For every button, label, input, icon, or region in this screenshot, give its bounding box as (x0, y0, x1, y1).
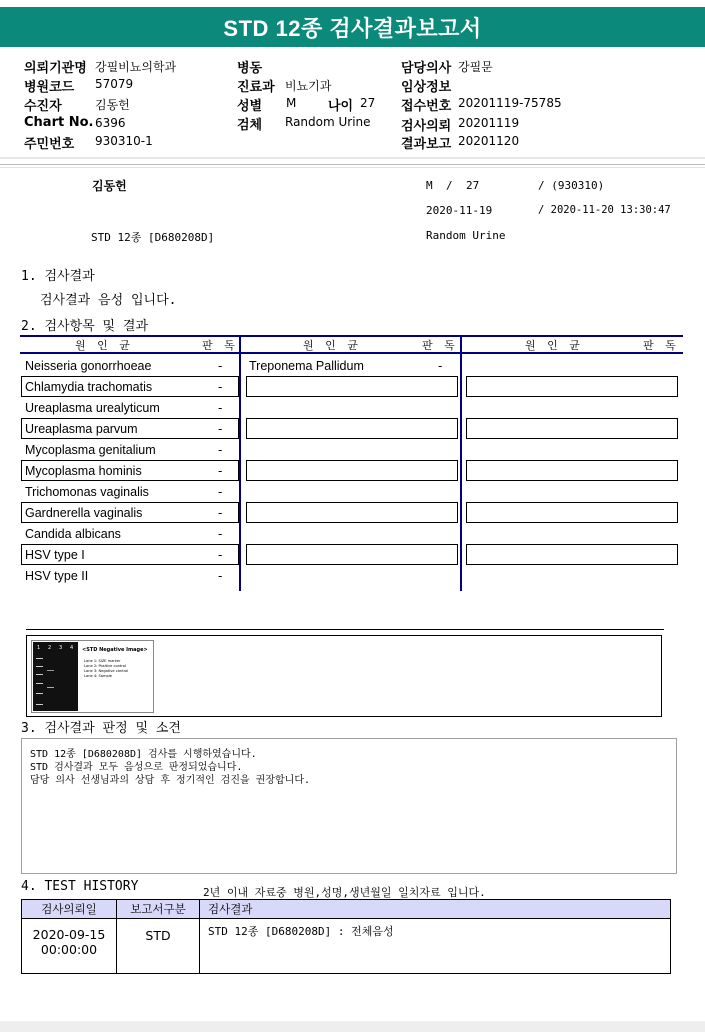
empty-cell (466, 460, 678, 481)
header-value: 6396 (95, 116, 126, 130)
history-type: STD (117, 919, 200, 974)
gel-image-title: <STD Negative Image> (82, 647, 148, 653)
history-col-result: 검사결과 (200, 900, 671, 919)
empty-cell (466, 544, 678, 565)
header-value: 20201119-75785 (458, 96, 562, 110)
header-value: 비뇨기과 (285, 79, 332, 93)
lane-label: 3 (59, 645, 63, 651)
header-label: 병원코드 (24, 80, 75, 95)
header-value: Random Urine (285, 115, 371, 129)
organism-name: Mycoplasma genitalium (25, 443, 156, 457)
gel-legend-item: Lane 3: Negative control (84, 669, 129, 673)
header-label: 결과보고 (401, 137, 452, 152)
organism-result: - (218, 527, 223, 541)
column-header-result: 판 독 (422, 339, 459, 352)
empty-cell (466, 502, 678, 523)
header-value: M (286, 96, 297, 110)
empty-cell (246, 502, 458, 523)
organism-result: - (218, 359, 223, 373)
table-column-rule (239, 335, 241, 591)
organism-result: - (218, 506, 223, 520)
history-header-row (22, 900, 671, 919)
organism-name: Ureaplasma urealyticum (25, 401, 160, 415)
header-value: 27 (360, 96, 376, 110)
organism-result: - (218, 380, 223, 394)
patient-name: 김동헌 (92, 179, 127, 193)
header-value: 김동헌 (95, 98, 130, 112)
section3-title: 3. 검사결과 판정 및 소견 (21, 721, 181, 736)
header-label: 검체 (237, 118, 263, 133)
gel-band (47, 670, 54, 671)
gel-band (47, 687, 54, 688)
organism-result: - (218, 569, 223, 583)
header-value: 57079 (95, 77, 134, 91)
header-value: 20201120 (458, 134, 520, 148)
column-header-result: 판 독 (643, 339, 680, 352)
gel-image (31, 640, 154, 713)
history-time: 00:00:00 (40, 942, 98, 957)
opinion-line: 담당 의사 선생님과의 상담 후 정기적인 검진을 권장합니다. (30, 775, 311, 786)
empty-cell (466, 376, 678, 397)
empty-cell (246, 544, 458, 565)
lane-label: 4 (70, 645, 74, 651)
patient-sex: M (426, 179, 433, 192)
gel-legend-item: Lane 1: SIZE marker (84, 659, 121, 663)
gel-legend-item: Lane 4: Sample (84, 674, 112, 678)
organism-name: Treponema Pallidum (249, 359, 364, 373)
organism-name: Gardnerella vaginalis (25, 506, 143, 520)
organism-name: Trichomonas vaginalis (25, 485, 149, 499)
history-note: 2년 이내 자료중 병원,성명,생년월일 일치자료 입니다. (203, 886, 486, 899)
header-divider (0, 167, 705, 168)
report-title: STD 12종 검사결과보고서 (0, 7, 705, 47)
header-value: 강필비뇨의학과 (95, 60, 177, 74)
organism-name: HSV type I (25, 548, 85, 562)
organism-result: - (218, 485, 223, 499)
patient-birth: / (930310) (538, 179, 605, 192)
organism-name: Mycoplasma hominis (25, 464, 142, 478)
history-col-type: 보고서구분 (117, 900, 200, 919)
organism-result: - (218, 464, 223, 478)
organism-name: Chlamydia trachomatis (25, 380, 153, 394)
patient-slash: / (446, 179, 453, 192)
history-col-date: 검사의뢰일 (22, 900, 117, 919)
header-label: 주민번호 (24, 137, 75, 152)
empty-cell (246, 460, 458, 481)
organism-result: - (438, 359, 443, 373)
gel-band (36, 704, 43, 705)
header-label: 나이 (328, 99, 354, 114)
header-label: 병동 (237, 61, 263, 76)
header-label: 진료과 (237, 80, 275, 95)
organism-name: Neisseria gonorrhoeae (25, 359, 152, 373)
opinion-line: STD 검사결과 모두 음성으로 판정되었습니다. (30, 762, 243, 773)
section4-title: 4. TEST HISTORY (21, 879, 139, 894)
lane-label: 2 (48, 645, 52, 651)
gel-band (36, 666, 43, 667)
column-header-organism: 원 인 균 (303, 339, 362, 352)
gel-lanes (33, 642, 78, 711)
empty-cell (466, 418, 678, 439)
header-label: 검사의뢰 (401, 119, 452, 134)
organism-result: - (218, 548, 223, 562)
history-date-cell (22, 919, 117, 974)
header-label: 성별 (237, 99, 263, 114)
organism-name: Ureaplasma parvum (25, 422, 138, 436)
lane-label: 1 (37, 645, 41, 651)
organism-result: - (218, 422, 223, 436)
header-label: 수진자 (24, 99, 62, 114)
header-divider-shadow (0, 157, 705, 159)
history-result: STD 12종 [D680208D] : 전체음성 (200, 919, 671, 974)
gel-legend-item: Lane 2: Positive control (84, 664, 126, 668)
report-datetime: / 2020-11-20 13:30:47 (538, 204, 671, 216)
section1-title: 1. 검사결과 (21, 269, 95, 284)
header-value: 930310-1 (95, 134, 153, 148)
organism-name: Candida albicans (25, 527, 121, 541)
column-header-organism: 원 인 균 (525, 339, 584, 352)
gel-band (36, 674, 43, 675)
header-label: 임상정보 (401, 80, 452, 95)
header-divider (0, 164, 705, 165)
organism-result: - (218, 443, 223, 457)
empty-cell (246, 418, 458, 439)
result-summary: 검사결과 음성 입니다. (40, 293, 177, 308)
history-date: 2020-09-15 (32, 927, 106, 942)
header-label: 접수번호 (401, 99, 452, 114)
header-value: 강필문 (458, 60, 493, 74)
header-label: Chart No. (24, 115, 94, 130)
column-header-organism: 원 인 균 (75, 339, 134, 352)
header-label: 담당의사 (401, 61, 452, 76)
request-date: 2020-11-19 (426, 204, 493, 217)
table-column-rule (460, 335, 462, 591)
header-label: 의뢰기관명 (24, 61, 87, 76)
page-footer-band (0, 1021, 705, 1032)
opinion-line: STD 12종 [D680208D] 검사를 시행하였습니다. (30, 749, 257, 760)
history-table (21, 899, 671, 974)
gel-band (36, 683, 43, 684)
patient-age: 27 (466, 179, 480, 192)
empty-cell (246, 376, 458, 397)
gel-band (36, 658, 43, 659)
column-header-result: 판 독 (202, 339, 239, 352)
image-top-rule (26, 629, 664, 630)
table-row (22, 919, 671, 974)
section2-title: 2. 검사항목 및 결과 (21, 319, 149, 334)
gel-band (36, 693, 43, 694)
test-code: STD 12종 [D680208D] (91, 231, 215, 244)
specimen: Random Urine (426, 229, 506, 242)
header-value: 20201119 (458, 116, 520, 130)
organism-name: HSV type II (25, 569, 89, 583)
organism-result: - (218, 401, 223, 415)
